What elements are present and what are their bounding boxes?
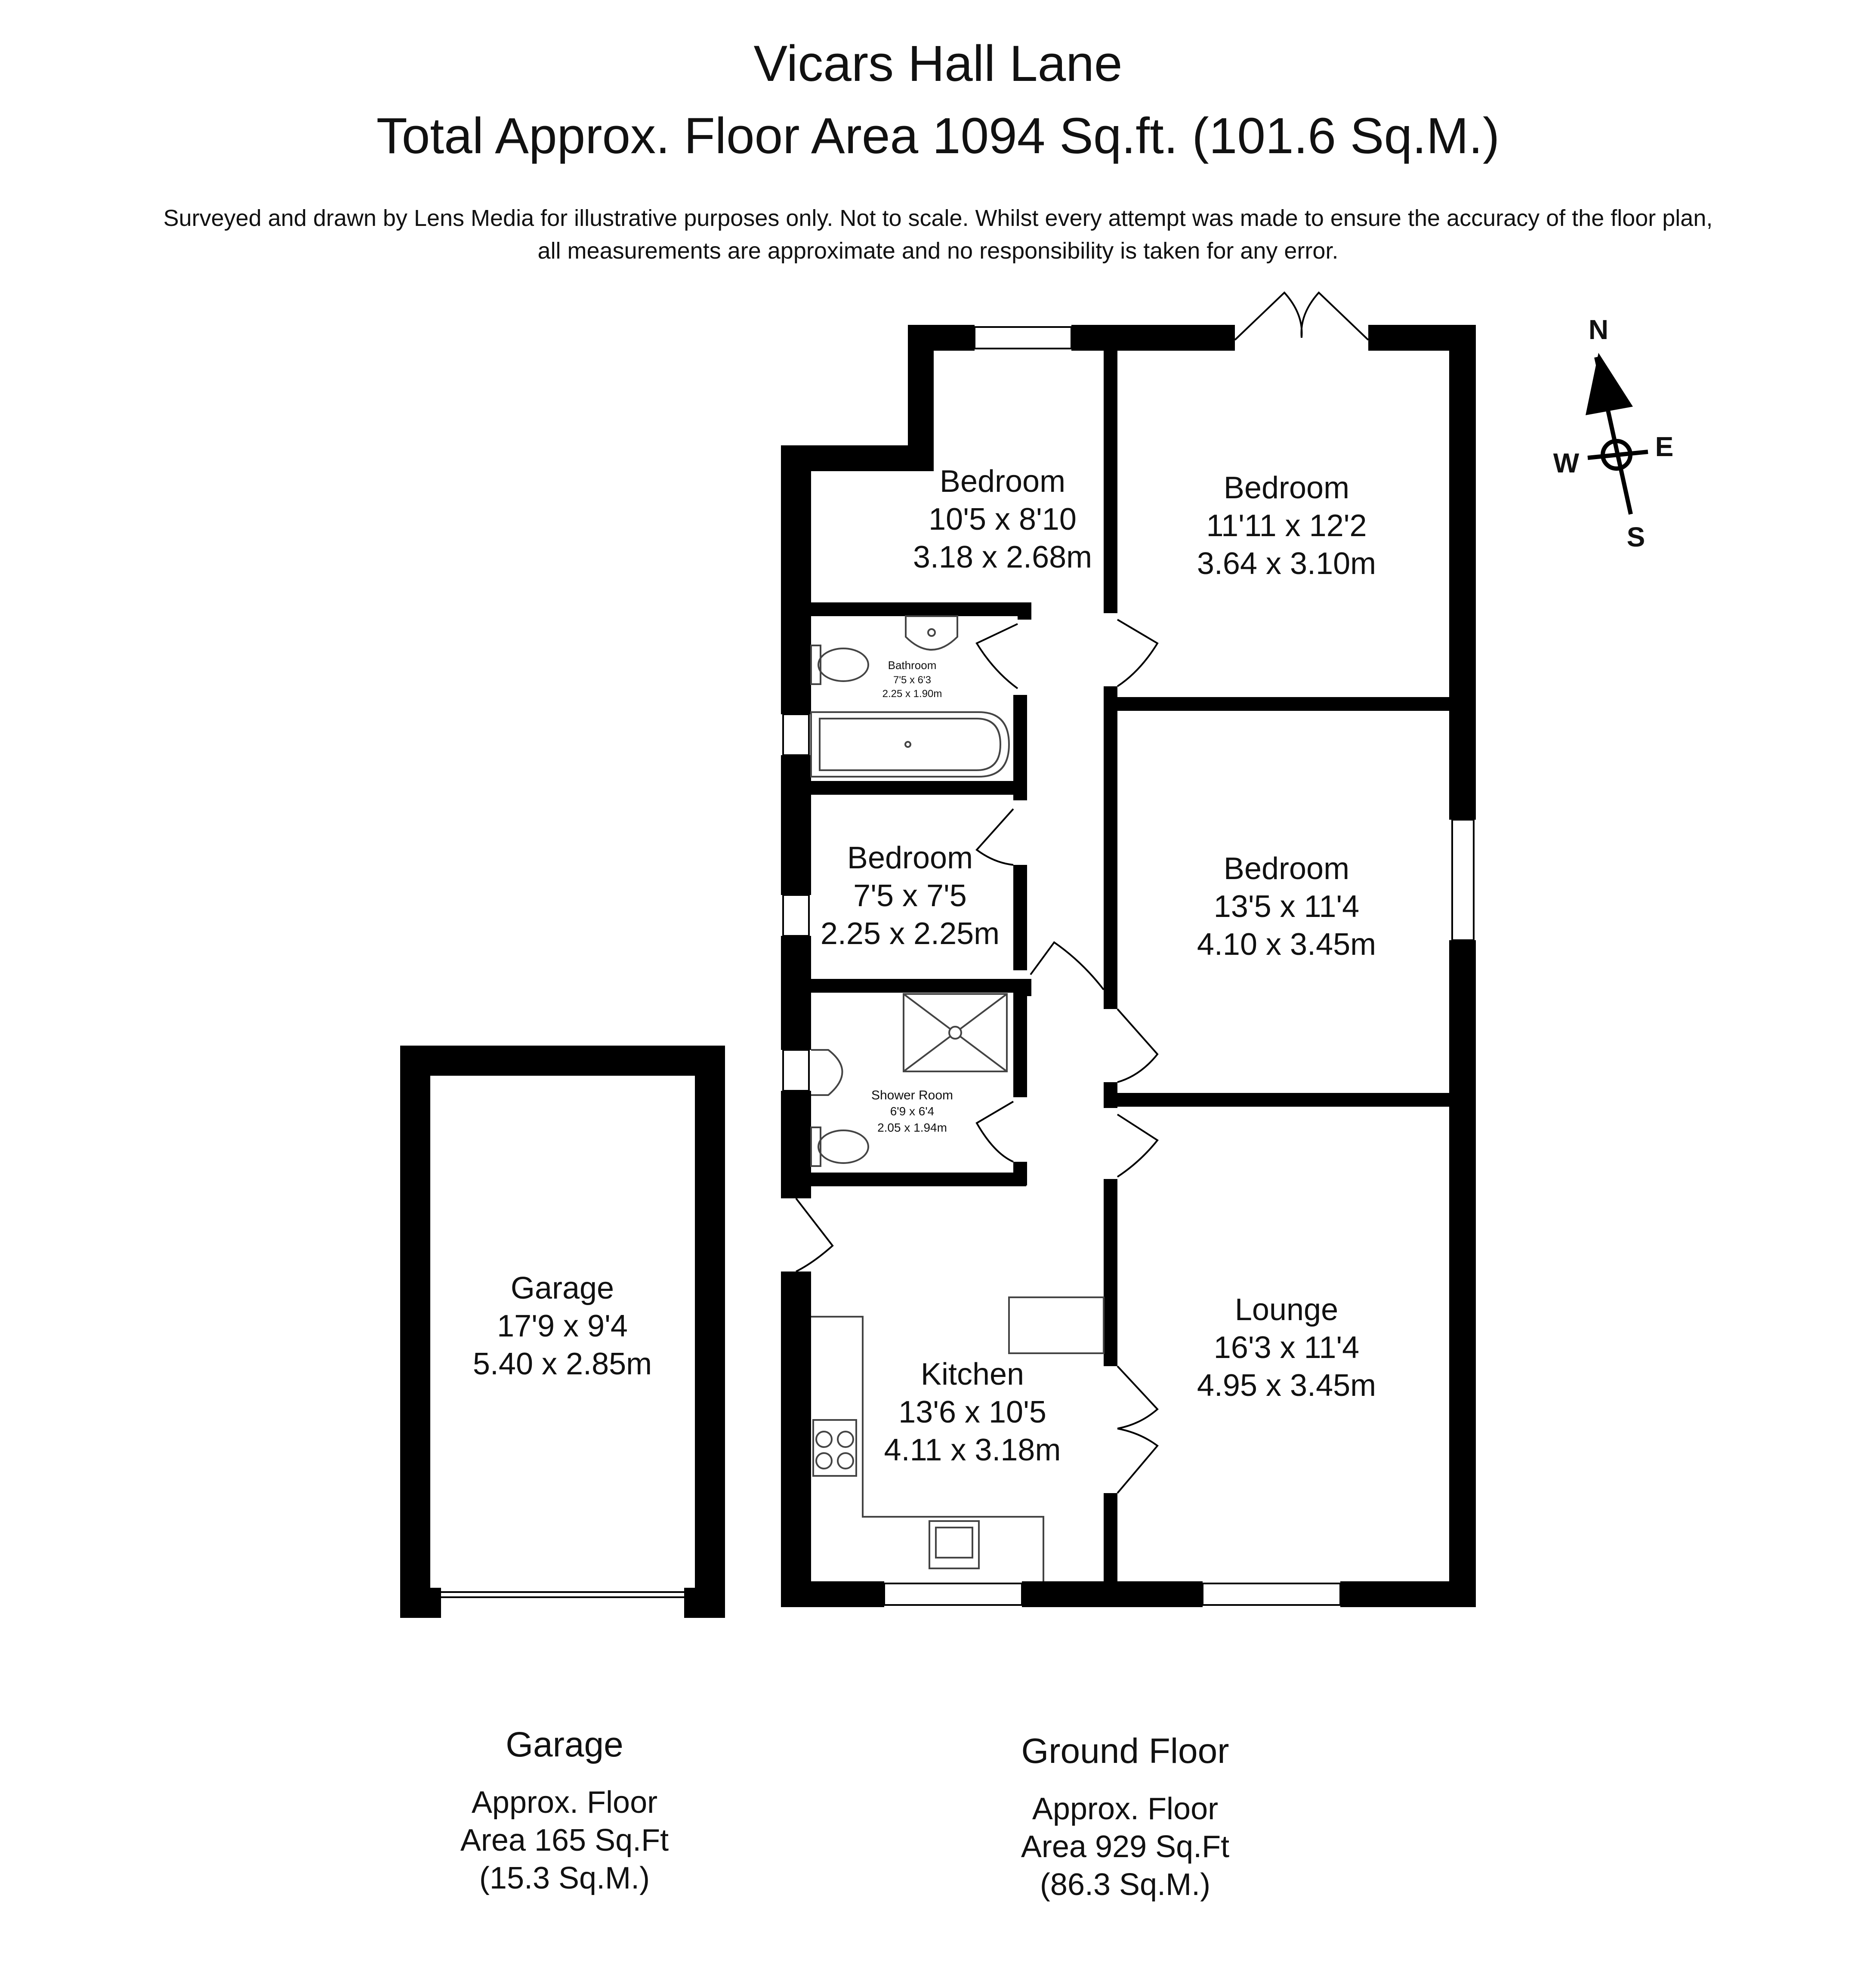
legend-title: Garage	[506, 1725, 623, 1764]
window-bedroom1	[975, 327, 1071, 349]
shower-imperial: 6'9 x 6'4	[890, 1105, 935, 1118]
legend-line: (15.3 Sq.M.)	[479, 1861, 650, 1895]
legend-line: Approx. Floor	[1032, 1792, 1219, 1826]
shower-metric: 2.05 x 1.94m	[877, 1121, 947, 1134]
room-imperial: 13'5 x 11'4	[1213, 889, 1360, 924]
room-metric: 3.64 x 3.10m	[1197, 546, 1376, 581]
legend-line: Approx. Floor	[471, 1785, 658, 1820]
window-bedroom4	[1452, 820, 1474, 940]
hob-ring	[816, 1453, 832, 1469]
room-label-lounge	[1197, 1291, 1376, 1404]
room-metric: 4.11 x 3.18m	[884, 1433, 1061, 1467]
room-imperial: 11'11 x 12'2	[1206, 509, 1367, 543]
compass-east-west-line	[1588, 452, 1648, 458]
legend-ground-floor	[1021, 1730, 1229, 1904]
room-label-bedroom3	[821, 839, 1000, 953]
room-name: Kitchen	[920, 1357, 1024, 1392]
disclaimer-line-2: all measurements are approximate and no responsibility is taken for any error.	[537, 238, 1339, 264]
french-doors	[1235, 293, 1368, 340]
room-metric: 2.25 x 2.25m	[820, 917, 1000, 951]
compass-s: S	[1626, 522, 1645, 552]
room-metric: 4.10 x 3.45m	[1197, 927, 1376, 962]
shower-fixtures	[811, 994, 1007, 1166]
window-shower	[783, 1050, 809, 1091]
hob-ring	[838, 1432, 853, 1447]
window-kitchen	[884, 1583, 1022, 1605]
window-bathroom	[783, 714, 809, 755]
room-imperial: 10'5 x 8'10	[929, 502, 1077, 537]
legend-line: (86.3 Sq.M.)	[1040, 1867, 1211, 1902]
basin-icon	[811, 1050, 842, 1095]
room-metric: 4.95 x 3.45m	[1197, 1368, 1376, 1403]
room-metric: 3.18 x 2.68m	[913, 540, 1092, 574]
room-imperial: 17'9 x 9'4	[497, 1309, 628, 1343]
toilet-icon	[818, 648, 868, 681]
disclaimer-line-1: Surveyed and drawn by Lens Media for illustrative purposes only. Not to scale. Whilst every attempt was made to ensure the accuracy of the floor plan,	[163, 205, 1713, 231]
compass-e: E	[1655, 431, 1674, 462]
basin-drain	[928, 629, 935, 636]
room-name: Bedroom	[1223, 852, 1350, 886]
plan-subtitle: Total Approx. Floor Area 1094 Sq.ft. (101.6 Sq.M.)	[376, 108, 1500, 164]
room-name: Bedroom	[939, 464, 1066, 499]
legend-line: Area 929 Sq.Ft	[1021, 1830, 1230, 1864]
bathroom-metric: 2.25 x 1.90m	[882, 688, 942, 700]
compass-w: W	[1553, 448, 1580, 478]
room-label-bedroom4	[1197, 850, 1376, 963]
sink-basin	[936, 1528, 972, 1558]
shower-drain	[949, 1027, 961, 1039]
shower-name: Shower Room	[871, 1088, 953, 1102]
room-name: Bedroom	[1223, 471, 1350, 505]
basin-icon	[906, 616, 957, 650]
room-label-bedroom1	[913, 463, 1092, 576]
room-label-bedroom2	[1197, 469, 1376, 583]
room-label-garage	[473, 1269, 652, 1383]
room-label-kitchen	[884, 1355, 1061, 1469]
compass	[1553, 314, 1674, 552]
room-metric: 5.40 x 2.85m	[472, 1347, 652, 1381]
room-name: Lounge	[1234, 1293, 1339, 1327]
bathroom-name: Bathroom	[888, 659, 937, 672]
room-imperial: 7'5 x 7'5	[853, 879, 967, 913]
window-bedroom3	[783, 895, 809, 936]
kitchen-unit	[1009, 1297, 1104, 1353]
north-arrow-icon	[1586, 353, 1633, 415]
bathroom-imperial: 7'5 x 6'3	[893, 674, 931, 686]
legend-garage	[460, 1723, 669, 1897]
toilet-icon	[818, 1130, 868, 1163]
compass-n: N	[1588, 314, 1609, 345]
legend-line: Area 165 Sq.Ft	[460, 1823, 669, 1858]
hob-ring	[838, 1453, 853, 1469]
plan-title: Vicars Hall Lane	[753, 35, 1123, 92]
room-name: Bedroom	[847, 841, 973, 875]
window-lounge	[1203, 1583, 1340, 1605]
room-name: Garage	[510, 1271, 614, 1305]
legend-title: Ground Floor	[1021, 1731, 1229, 1771]
hob-ring	[816, 1432, 832, 1447]
room-imperial: 16'3 x 11'4	[1213, 1330, 1360, 1365]
garage-door	[441, 1592, 684, 1597]
room-imperial: 13'6 x 10'5	[898, 1395, 1046, 1429]
bath-drain	[905, 742, 910, 747]
